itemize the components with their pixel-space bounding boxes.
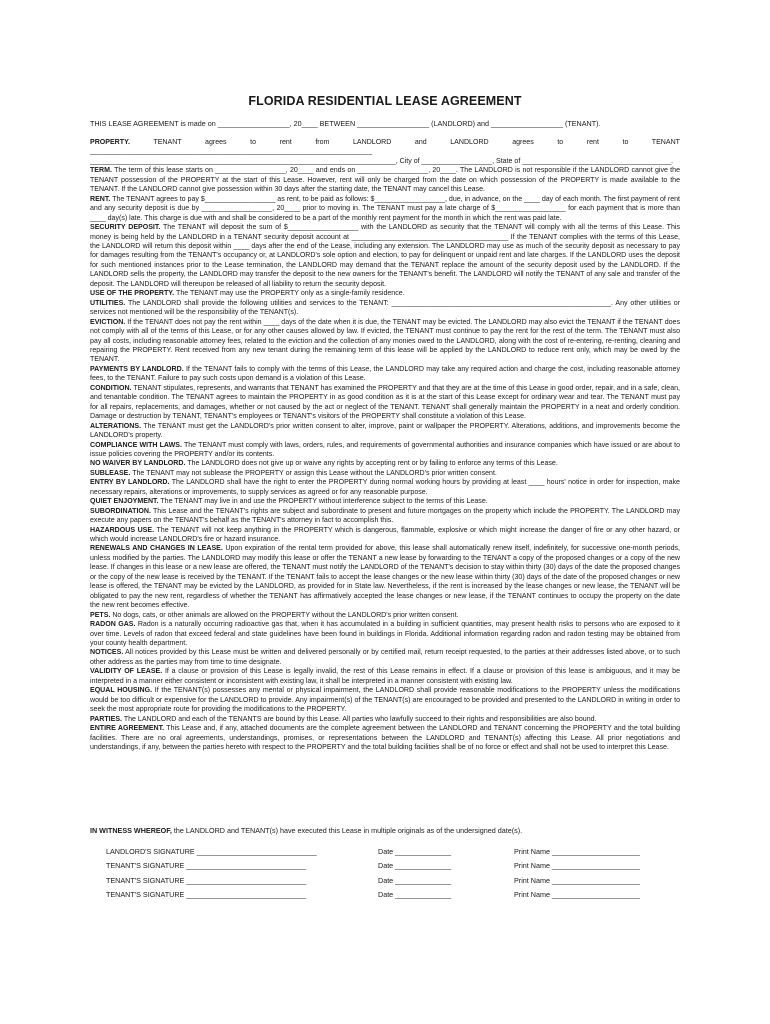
clause-security-deposit: [90, 223, 680, 289]
clause-entire-agreement: [90, 724, 680, 752]
clause-heading: EQUAL HOUSING.: [90, 687, 153, 695]
clause-text: The LANDLORD does not give up or waive any rights by accepting rent or by failing to enforce any terms of this Lease.: [187, 460, 558, 468]
signature-line[interactable]: TENANT'S SIGNATURE ______________________________: [106, 890, 307, 899]
signature-row-landlord: [0, 847, 770, 857]
clause-alterations: [90, 422, 680, 441]
signature-row-tenant-1: [0, 861, 770, 871]
clause-text: The TENANT will not keep anything in the PROPERTY which is dangerous, flammable, explosive or which might increase the danger of fire or any other hazard, or which would increase LANDLORD's fire or hazard insurance.: [90, 526, 680, 544]
clause-radon-gas: [90, 620, 680, 648]
clause-text: If a clause or provision of this Lease is legally invalid, the rest of this Lease remains in effect. If a clause or provision of this lease is ambiguous, and it may be interpreted in a manner either consistent or inconsistent with existing law, it shall be interpreted in a manner consistent with existing law.: [90, 668, 680, 685]
clause-text: The LANDLORD shall provide the following utilities and services to the TENANT: ________________________________________________________. Any other utilities or services not mentioned will be the responsibility of the TENANT(s).: [90, 299, 680, 317]
clause-heading: ENTIRE AGREEMENT.: [90, 725, 165, 733]
clause-text: The TENANT must get the LANDLORD's prior written consent to alter, improve, paint or wallpaper the PROPERTY. Alterations, additions, and improvements become the LANDLORD's property.: [90, 422, 680, 440]
clause-renewals: [90, 544, 680, 610]
clause-heading: SUBORDINATION.: [90, 507, 151, 515]
clause-text: The TENANT may use the PROPERTY only as a single-family residence.: [176, 290, 405, 298]
clause-text: No dogs, cats, or other animals are allowed on the PROPERTY without the LANDLORD's prior written consent.: [112, 611, 459, 619]
date-line[interactable]: Date ______________: [378, 890, 452, 899]
clause-heading: CONDITION.: [90, 384, 132, 392]
clause-entry-by-landlord: [90, 478, 680, 497]
print-name-line[interactable]: Print Name ______________________: [514, 890, 640, 899]
clause-text: The TENANT may live in and use the PROPERTY without interference subject to the terms of this Lease.: [160, 498, 488, 506]
signature-row-tenant-3: [0, 890, 770, 900]
clause-text: Upon expiration of the rental term provided for above, this lease shall automatically renew itself, indefinitely, for successive one-month periods, unless modified by the parties. The LANDLORD may modify this lease or offer the TENANT a new lease by forwarding to the TENANT a copy of the proposed changes or a copy of the new lease. If changes in this lease or a new lease are offered, the TENANT must notify the LANDLORD of the TENANT's decision to stay within thirty (30) days of the date the proposed changes or the copy of the new lease is received by the TENANT. If the TENANT fails to accept the lease changes or the new lease within thirty (30) days of the date of the proposed changes or new lease is offered, the TENANT may be evicted by the LANDLORD, as provided for in State law. Nevertheless, if the rent is increased by the lease changes or new lease, the TENANT will be obligated to pay the new rent, regardless of whether the TENANT has affirmatively accepted the lease changes or new lease, if the TENANT continues to occupy the property on the date the new rent becomes effective.: [90, 545, 680, 610]
clause-heading: PETS.: [90, 611, 111, 619]
clause-heading: RENT.: [90, 195, 111, 203]
clause-validity: [90, 667, 680, 686]
clause-notices: [90, 648, 680, 667]
clause-parties: [90, 715, 680, 724]
clause-condition: [90, 384, 680, 422]
clause-text: Radon is a naturally occurring radioactive gas that, when it has accumulated in a building in sufficient quantities, may present health risks to persons who are exposed to it over time. Levels of radon that exceed federal and state guidelines have been found in buildings in Florida. Additional information regarding radon and radon testing may be obtained from your county health department.: [90, 621, 680, 648]
clause-sublease: [90, 469, 680, 478]
signature-line[interactable]: TENANT'S SIGNATURE ______________________________: [106, 861, 307, 870]
clause-heading: PAYMENTS BY LANDLORD.: [90, 365, 184, 373]
clause-text: The TENANT will deposit the sum of $__________________ with the LANDLORD as security that the TENANT will comply with all the terms of this Lease. This money is being held by the LANDLORD in a TENANT security deposit account at ________________________________________ If the TENANT complies with the terms of this Lease, the LANDLORD will return this deposit within ____ days after the end of the Lease, including any extension. The LANDLORD may use as much of the security deposit as necessary to pay for damages resulting from the TENANT's occupancy or, at LANDLORD's sole option and election, to pay for delinquent or unpaid rent and late charges. If the LANDLORD uses the deposit for such mentioned instances prior to the Lease termination, the LANDLORD may demand that the TENANT replace the amount of the security deposit used by the LANDLORD. If the LANDLORD sells the property, the LANDLORD may transfer the deposit to the new owners for the TENANT's benefit. The LANDLORD will notify the TENANT of any sale and transfer of the deposit. The LANDLORD will thereupon be released of all liability to return the security deposit.: [90, 224, 680, 288]
clause-heading: COMPLIANCE WITH LAWS.: [90, 441, 182, 449]
clause-property: [90, 138, 680, 166]
clause-text: If the TENANT does not pay the rent within ____ days of the date when it is due, the TENANT may be evicted. The LANDLORD may also evict the TENANT if the TENANT does not comply with all of the terms of this Lease, or for any other causes allowed by law. If evicted, the TENANT must continue to pay the rent for the rest of the term. The TENANT must also pay all costs, including reasonable attorney fees, related to the eviction and the collection of any monies owed to the LANDLORD, along with the cost of re-entering, re-renting, cleaning and repairing the PROPERTY. Rent received from any new tenant during the remaining term of this lease will be applied by the LANDLORD to reduce rent only, which may be owed by the TENANT.: [90, 318, 680, 364]
clause-text: This Lease and, if any, attached documents are the complete agreement between the LANDLORD and TENANT concerning the PROPERTY and the total building facilities. There are no oral agreements, understandings, promises, or representations between the LANDLORD and TENANT(s) affecting this Lease. All prior negotiations and understandings, if any, between the parties hereto with respect to the PROPERTY and the total building facilities shall be of no force or effect and shall not be used to interpret this Lease.: [90, 725, 680, 751]
clause-rent: [90, 195, 680, 223]
clause-text: The TENANT must comply with laws, orders, rules, and requirements of governmental authorities and insurance companies which have issued or are about to issue policies covering the PROPERTY and/or its contents.: [90, 441, 680, 458]
clause-heading: RADON GAS.: [90, 621, 136, 629]
print-name-line[interactable]: Print Name ______________________: [514, 847, 640, 856]
clause-text: This Lease and the TENANT's rights are subject and subordinate to present and future mortgages on the property which include the PROPERTY. The LANDLORD may execute any papers on the TENANT's behalf as the TENANT's attorney in fact to accomplish this.: [90, 507, 680, 525]
clause-heading: SECURITY DEPOSIT.: [90, 224, 161, 232]
clause-term: [90, 166, 680, 194]
clause-heading: HAZARDOUS USE.: [90, 526, 155, 534]
clause-utilities: [90, 299, 680, 318]
clause-heading: RENEWALS AND CHANGES IN LEASE.: [90, 545, 223, 553]
clause-heading: PROPERTY.: [90, 139, 130, 146]
clause-pets: [90, 611, 680, 620]
signature-line[interactable]: LANDLORD'S SIGNATURE ______________________________: [106, 847, 317, 856]
clause-heading: PARTIES.: [90, 715, 122, 723]
witness-statement: [90, 826, 680, 835]
clause-text: TENANT agrees to rent from LANDLORD and LANDLORD agrees to rent to TENANT ________________________________________________________________________ ______________________________________________________________________________, City of __________________, State of ______________________________________.: [90, 139, 680, 165]
clause-heading: EVICTION.: [90, 318, 126, 326]
clause-no-waiver: [90, 459, 680, 468]
date-line[interactable]: Date ______________: [378, 876, 452, 885]
clause-text: The LANDLORD and each of the TENANTS are bound by this Lease. All parties who lawfully succeed to their rights and responsibilities are also bound.: [123, 715, 597, 723]
clause-heading: UTILITIES.: [90, 299, 126, 307]
clause-heading: TERM.: [90, 167, 112, 175]
clause-heading: QUIET ENJOYMENT.: [90, 498, 159, 506]
clause-text: The LANDLORD shall have the right to enter the PROPERTY during normal working hours by providing at least ____ hours' notice in order for inspection, make necessary repairs, alterations or improvements, to supply services as agreed or for any reasonable purpose.: [90, 479, 680, 496]
clause-eviction: [90, 318, 680, 365]
clause-use-of-property: [90, 289, 680, 298]
clause-text: All notices provided by this Lease must be written and delivered personally or by certified mail, return receipt requested, to the parties at their addresses listed above, or to such other address as the parties may from time to time designate.: [90, 649, 680, 666]
clause-heading: ALTERATIONS.: [90, 422, 142, 430]
print-name-line[interactable]: Print Name ______________________: [514, 861, 640, 870]
clause-compliance-with-laws: [90, 441, 680, 460]
clause-text: The term of this lease starts on __________________, 20____ and ends on __________________, 20____. The LANDLORD is not responsible if the LANDLORD cannot give the TENANT possession of the PROPERTY at the start of this Lease. However, rent will only be charged from the date on which possession of the PROPERTY is made available to the TENANT. If the LANDLORD cannot give possession within 30 days after the starting date, the TENANT may cancel this Lease.: [90, 167, 680, 194]
print-name-line[interactable]: Print Name ______________________: [514, 876, 640, 885]
intro-paragraph: THIS LEASE AGREEMENT is made on __________________, 20____ BETWEEN __________________ (LANDLORD) and __________________ (TENANT).: [90, 119, 601, 128]
signature-line[interactable]: TENANT'S SIGNATURE ______________________________: [106, 876, 307, 885]
clause-heading: NOTICES.: [90, 649, 124, 657]
clause-heading: ENTRY BY LANDLORD.: [90, 479, 170, 487]
clause-equal-housing: [90, 686, 680, 714]
date-line[interactable]: Date ______________: [378, 861, 452, 870]
clause-heading: NO WAIVER BY LANDLORD.: [90, 460, 186, 468]
clause-subordination: [90, 507, 680, 526]
witness-text: the LANDLORD and TENANT(s) have executed this Lease in multiple originals as of the undersigned date(s).: [173, 826, 523, 835]
clause-hazardous-use: [90, 526, 680, 545]
clause-heading: SUBLEASE.: [90, 469, 131, 477]
signature-row-tenant-2: [0, 876, 770, 886]
date-line[interactable]: Date ______________: [378, 847, 452, 856]
witness-heading: IN WITNESS WHEREOF,: [90, 826, 172, 835]
lease-clauses: [90, 138, 680, 752]
clause-heading: VALIDITY OF LEASE.: [90, 668, 163, 676]
clause-quiet-enjoyment: [90, 497, 680, 506]
clause-text: The TENANT may not sublease the PROPERTY or assign this Lease without the LANDLORD's prior written consent.: [132, 469, 497, 477]
document-title: FLORIDA RESIDENTIAL LEASE AGREEMENT: [248, 94, 522, 108]
clause-text: The TENANT agrees to pay $__________________ as rent, to be paid as follows: $__________________, due, in advance, on the ____ day of each month. The first payment of rent and any security deposit is due by __________________, 20____ prior to moving in. The TENANT must pay a late charge of $__________________ for each payment that is more than ____ day(s) late. This charge is due with and shall be considered to be a part of the monthly rent payment for the month in which the rent was paid late.: [90, 195, 680, 222]
clause-heading: USE OF THE PROPERTY.: [90, 290, 175, 298]
clause-text: If the TENANT(s) possesses any mental or physical impairment, the LANDLORD shall provide reasonable modifications to the PROPERTY unless the modifications would be too difficult or expensive for the LANDLORD to provide. Any impairment(s) of the TENANT(s) are encouraged to be provided and presented to the LANDLORD in writing in order to seek the most appropriate route for providing the modifications to the PROPERTY.: [90, 687, 681, 714]
clause-text: If the TENANT fails to comply with the terms of this Lease, the LANDLORD may take any required action and charge the cost, including reasonable attorney fees, to the TENANT. Failure to pay such costs upon demand is a violation of this Lease.: [90, 365, 680, 383]
clause-text: TENANT stipulates, represents, and warrants that TENANT has examined the PROPERTY and that they are at the time of this Lease in good order, repair, and in a safe, clean, and tenantable condition. The TENANT agrees to maintain the PROPERTY in as good condition as it is at the start of this Lease except for ordinary wear and tear. The TENANT must pay for all repairs, replacements, and damages, whether or not caused by the act or neglect of the TENANT. TENANT shall generally maintain the PROPERTY in a neat and orderly condition. Damage or destruction by TENANT, TENANT's employees or TENANT's visitors of the PROPERTY shall constitute a violation of this Lease.: [90, 384, 680, 421]
clause-payments-by-landlord: [90, 365, 680, 384]
